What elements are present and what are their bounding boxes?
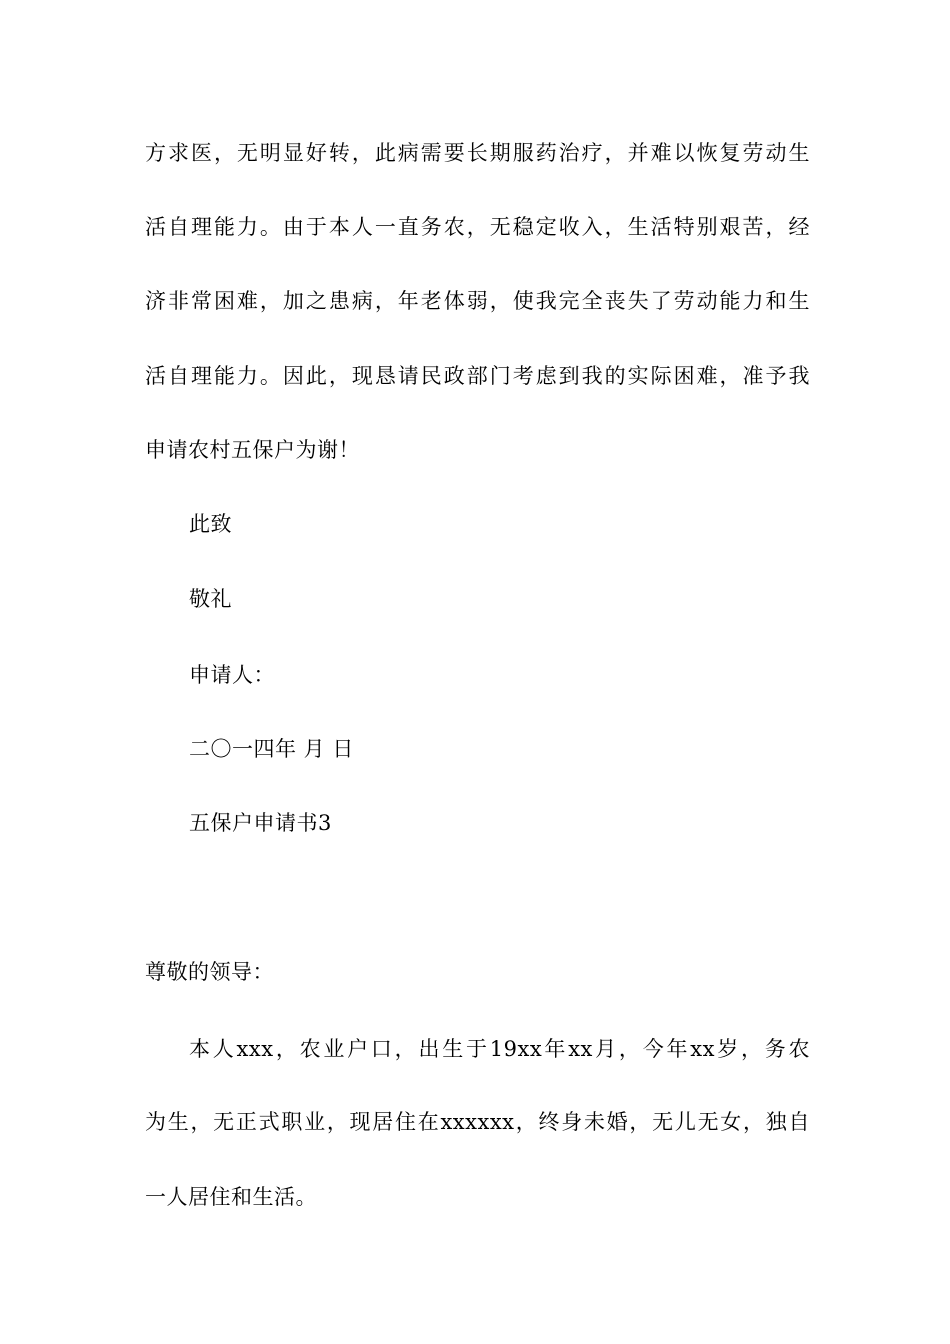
body-line: 申请农村五保户为谢！ (145, 438, 360, 462)
applicant-label: 申请人： (189, 663, 275, 687)
body-line-text: 本人xxx，农业户口，出生于19xx年xx月，今年xx岁，务农 (189, 1037, 810, 1061)
greeting: 尊敬的领导： (145, 960, 274, 984)
body-line: 为生，无正式职业，现居住在xxxxxx，终身未婚，无儿无女，独自 (145, 1110, 810, 1134)
date-line: 二〇一四年 月 日 (189, 737, 354, 761)
body-line: 活自理能力。由于本人一直务农，无稳定收入，生活特别艰苦，经 (145, 215, 810, 239)
body-line: 济非常困难，加之患病，年老体弱，使我完全丧失了劳动能力和生 (145, 289, 810, 313)
body-line: 一人居住和生活。 (145, 1185, 317, 1209)
section-title: 五保户申请书3 (189, 811, 332, 835)
body-line: 活自理能力。因此，现恳请民政部门考虑到我的实际困难，准予我 (145, 364, 810, 388)
closing-salutation: 此致 (189, 512, 232, 536)
closing-regards: 敬礼 (189, 587, 232, 611)
body-line (189, 1034, 810, 1064)
body-line: 方求医，无明显好转，此病需要长期服药治疗，并难以恢复劳动生 (145, 141, 810, 165)
